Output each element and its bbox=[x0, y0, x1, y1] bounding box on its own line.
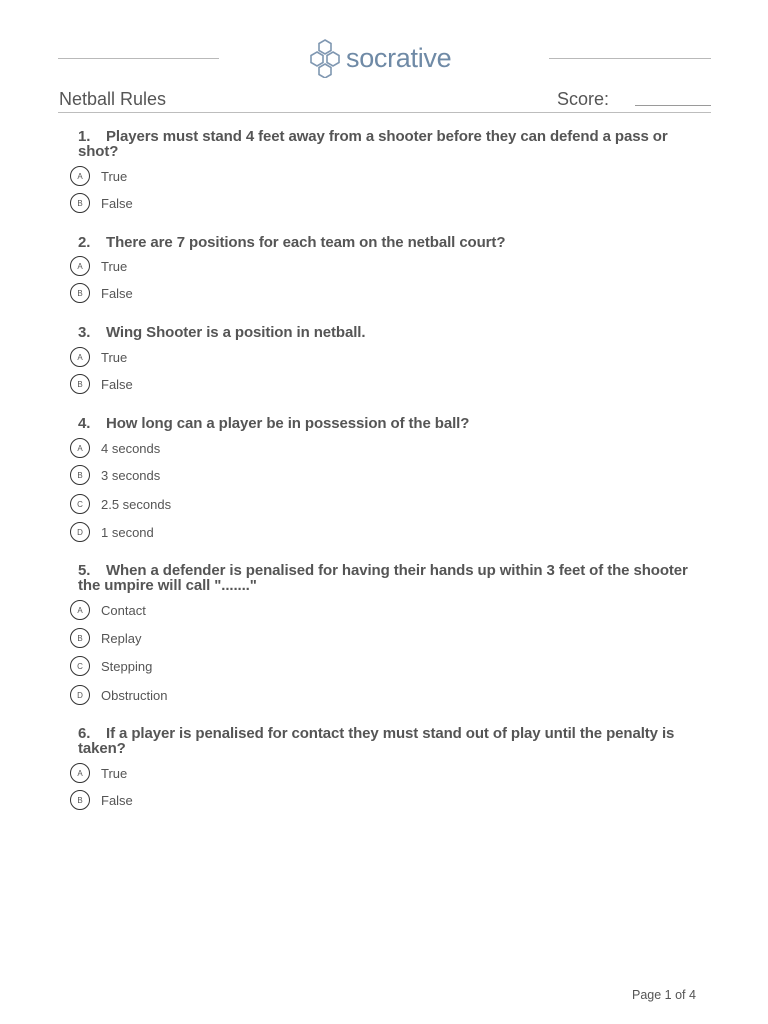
answer-text: Stepping bbox=[101, 658, 153, 674]
question-prompt: If a player is penalised for contact they must stand out of play until the penalty is taken? bbox=[78, 725, 675, 757]
question-prompt: There are 7 positions for each team on the netball court? bbox=[106, 234, 506, 251]
question-text bbox=[78, 726, 698, 756]
answer-bubble[interactable]: C bbox=[70, 656, 90, 676]
answer-option[interactable] bbox=[70, 493, 171, 515]
answer-bubble[interactable]: A bbox=[70, 347, 90, 367]
question-text bbox=[78, 416, 698, 431]
answer-text: True bbox=[101, 349, 128, 365]
answer-text: 1 second bbox=[101, 524, 154, 540]
answer-bubble[interactable]: B bbox=[70, 628, 90, 648]
answer-option[interactable] bbox=[70, 762, 127, 784]
header-right-rule bbox=[549, 58, 711, 59]
logo-wordmark: socrative bbox=[346, 42, 452, 73]
question-prompt: When a defender is penalised for having their hands up within 3 feet of the shooter the umpire will call "......." bbox=[78, 562, 688, 594]
header-left-rule bbox=[58, 58, 219, 59]
question-text bbox=[78, 325, 698, 340]
question-text bbox=[78, 563, 698, 593]
question-number: 5. bbox=[78, 562, 91, 579]
question-number: 4. bbox=[78, 415, 91, 432]
question-5 bbox=[77, 562, 698, 703]
answer-option[interactable] bbox=[70, 627, 141, 649]
page-number: Page 1 of 4 bbox=[632, 988, 696, 1002]
score-label: Score: bbox=[557, 89, 610, 109]
answer-option[interactable] bbox=[70, 789, 133, 811]
answer-option[interactable] bbox=[70, 521, 154, 543]
answer-bubble[interactable]: D bbox=[70, 522, 90, 542]
answer-bubble[interactable]: A bbox=[70, 438, 90, 458]
question-number: 1. bbox=[78, 128, 91, 145]
question-prompt: Players must stand 4 feet away from a shooter before they can defend a pass or shot? bbox=[78, 128, 668, 160]
answer-text: False bbox=[101, 195, 133, 211]
answer-option[interactable] bbox=[70, 255, 127, 277]
answer-option[interactable] bbox=[70, 165, 127, 187]
answer-bubble[interactable]: D bbox=[70, 685, 90, 705]
socrative-logo bbox=[308, 38, 451, 78]
answer-text: False bbox=[101, 285, 133, 301]
answer-option[interactable] bbox=[70, 464, 160, 486]
answer-bubble[interactable]: B bbox=[70, 465, 90, 485]
answer-text: True bbox=[101, 765, 128, 781]
answer-bubble[interactable]: A bbox=[70, 600, 90, 620]
answer-text: True bbox=[101, 258, 128, 274]
answer-option[interactable] bbox=[70, 373, 133, 395]
answer-option[interactable] bbox=[70, 192, 133, 214]
answer-text: Contact bbox=[101, 602, 146, 618]
answer-text: False bbox=[101, 376, 133, 392]
answer-option[interactable] bbox=[70, 655, 152, 677]
answer-option[interactable] bbox=[70, 346, 127, 368]
answer-text: True bbox=[101, 168, 128, 184]
header-divider bbox=[58, 112, 711, 113]
score-blank-line bbox=[635, 105, 711, 106]
answer-option[interactable] bbox=[70, 437, 160, 459]
answer-bubble[interactable]: B bbox=[70, 193, 90, 213]
question-number: 3. bbox=[78, 324, 91, 341]
question-text bbox=[78, 129, 698, 159]
answer-bubble[interactable]: B bbox=[70, 283, 90, 303]
question-4 bbox=[77, 415, 698, 540]
answer-option[interactable] bbox=[70, 282, 133, 304]
question-number: 2. bbox=[78, 234, 91, 251]
question-3 bbox=[77, 324, 698, 392]
answer-option[interactable] bbox=[70, 684, 167, 706]
answer-text: False bbox=[101, 792, 133, 808]
answer-option[interactable] bbox=[70, 599, 146, 621]
question-6 bbox=[77, 725, 698, 808]
answer-bubble[interactable]: A bbox=[70, 166, 90, 186]
question-2 bbox=[77, 234, 698, 301]
answer-bubble[interactable]: A bbox=[70, 763, 90, 783]
answer-text: 4 seconds bbox=[101, 440, 161, 456]
question-1 bbox=[77, 128, 698, 211]
answer-bubble[interactable]: C bbox=[70, 494, 90, 514]
answer-text: 3 seconds bbox=[101, 467, 161, 483]
question-prompt: Wing Shooter is a position in netball. bbox=[106, 324, 366, 341]
answer-bubble[interactable]: B bbox=[70, 790, 90, 810]
question-number: 6. bbox=[78, 725, 91, 742]
answer-text: Obstruction bbox=[101, 687, 168, 703]
answer-text: Replay bbox=[101, 630, 142, 646]
hexagon-logo-icon bbox=[308, 38, 342, 78]
quiz-title: Netball Rules bbox=[59, 89, 167, 109]
question-text bbox=[78, 235, 698, 250]
answer-bubble[interactable]: A bbox=[70, 256, 90, 276]
answer-text: 2.5 seconds bbox=[101, 496, 172, 512]
answer-bubble[interactable]: B bbox=[70, 374, 90, 394]
question-prompt: How long can a player be in possession of the ball? bbox=[106, 415, 470, 432]
